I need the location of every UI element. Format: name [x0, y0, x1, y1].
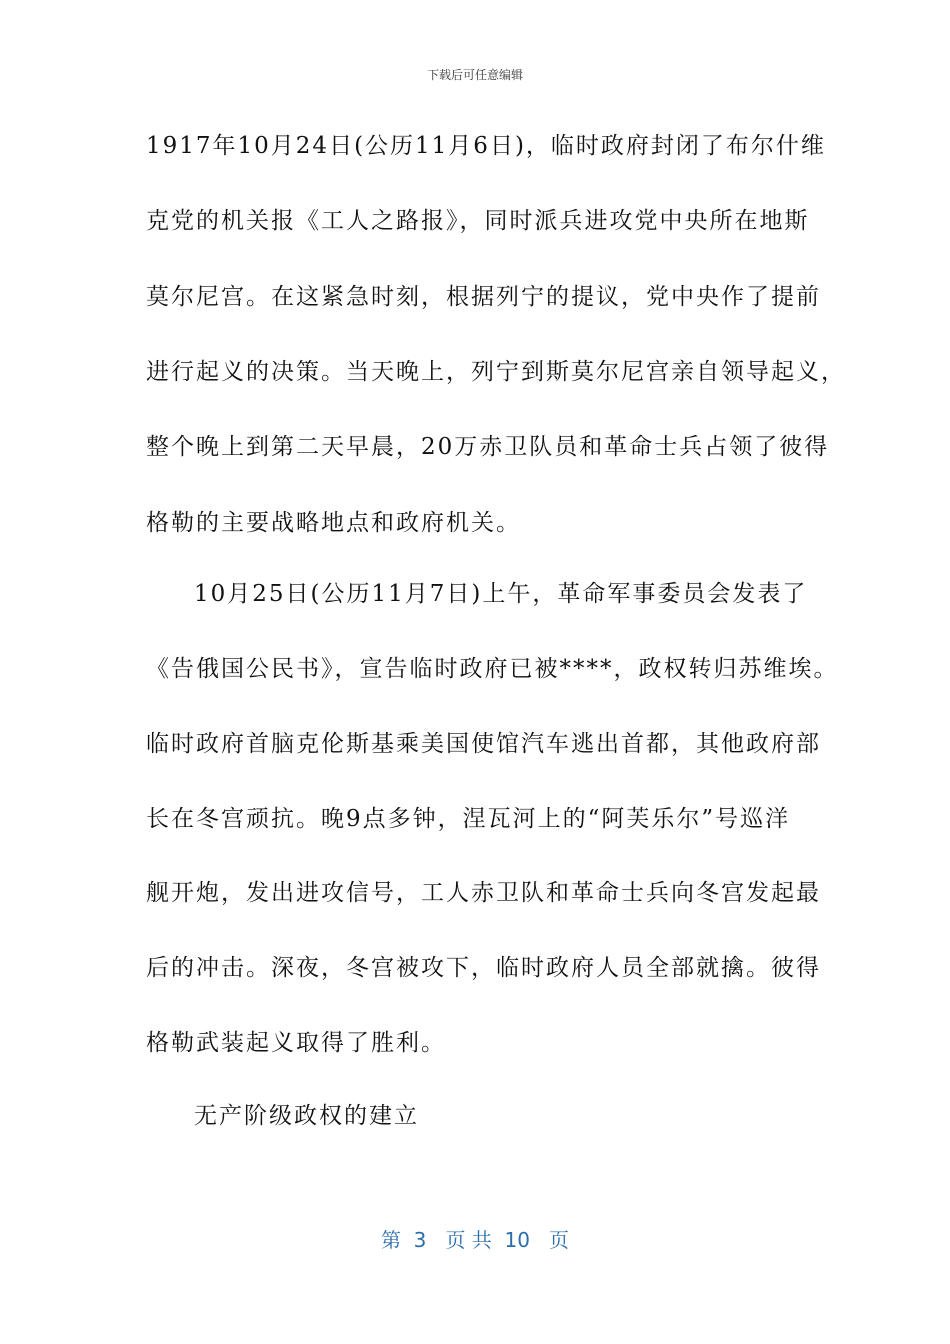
text-line: 1917年10月24日(公历11月6日)，临时政府封闭了布尔什维 — [146, 133, 826, 159]
text-line: 整个晚上到第二天早晨，20万赤卫队员和革命士兵占领了彼得 — [146, 434, 830, 460]
text-line: 克党的机关报《工人之路报》，同时派兵进攻党中央所在地斯 — [146, 208, 810, 234]
text-line: 10月25日(公历11月7日)上午，革命军事委员会发表了 — [194, 581, 808, 607]
text-line: 临时政府首脑克伦斯基乘美国使馆汽车逃出首都，其他政府部 — [146, 731, 821, 757]
text-line: 后的冲击。深夜，冬宫被攻下，临时政府人员全部就擒。彼得 — [146, 955, 821, 981]
section-heading: 无产阶级政权的建立 — [194, 1103, 419, 1129]
text-line: 格勒武装起义取得了胜利。 — [146, 1030, 446, 1056]
text-line: 格勒的主要战略地点和政府机关。 — [146, 510, 521, 536]
text-line: 进行起义的决策。当天晚上，列宁到斯莫尔尼宫亲自领导起义， — [146, 359, 846, 385]
page-header: 下载后可任意编辑 — [426, 68, 523, 82]
text-line: 舰开炮，发出进攻信号，工人赤卫队和革命士兵向冬宫发起最 — [146, 880, 821, 906]
page-number-footer: 第 3 页 共 10 页 — [380, 1228, 570, 1252]
text-line: 《告俄国公民书》，宣告临时政府已被****，政权转归苏维埃。 — [146, 656, 839, 682]
text-line: 长在冬宫顽抗。晚9点多钟，涅瓦河上的“阿芙乐尔”号巡洋 — [146, 806, 791, 832]
text-line: 莫尔尼宫。在这紧急时刻，根据列宁的提议，党中央作了提前 — [146, 284, 821, 310]
